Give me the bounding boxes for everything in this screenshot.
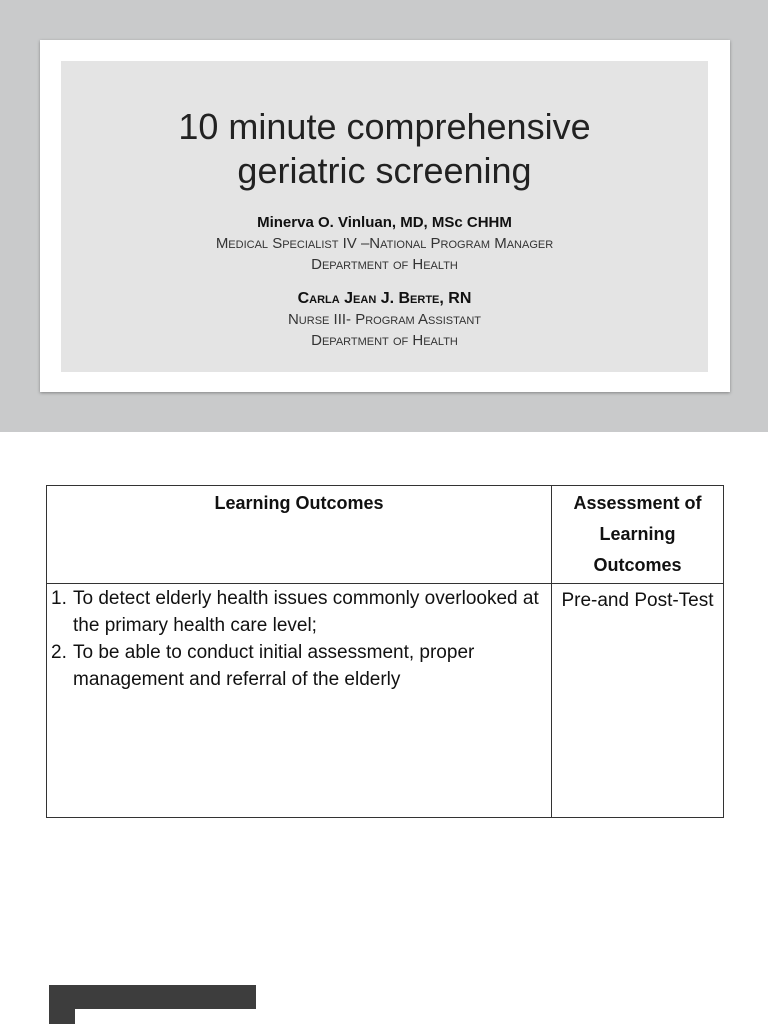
list-item-number: 2.	[51, 642, 67, 663]
corner-mark-vertical-bar	[49, 985, 75, 1024]
author-department: Department of Health	[311, 256, 458, 273]
list-item	[51, 585, 547, 639]
author-block-1	[61, 213, 708, 275]
author-position: Medical Specialist IV –National Program Manager	[215, 235, 554, 252]
title-slide	[40, 40, 730, 392]
table-header-row	[47, 486, 724, 584]
slide-title-line-2: geriatric screening	[237, 150, 532, 191]
slide-title	[61, 105, 708, 193]
list-item-number: 1.	[51, 588, 67, 609]
author-department: Department of Health	[311, 332, 458, 349]
header-learning-outcomes: Learning Outcomes	[47, 486, 552, 584]
author-block-2	[61, 289, 708, 351]
list-item-text: To detect elderly health issues commonly overlooked at the primary health care level;	[73, 588, 539, 636]
list-item-text: To be able to conduct initial assessment, proper management and referral of the elderly	[73, 642, 475, 690]
table-row	[47, 584, 724, 818]
corner-mark-horizontal-bar	[49, 985, 256, 1009]
header-assessment: Assessment of Learning Outcomes	[552, 486, 724, 584]
outcomes-list	[51, 585, 547, 693]
assessment-cell: Pre-and Post-Test	[552, 584, 724, 818]
next-slide-corner-mark	[49, 985, 256, 1024]
list-item	[51, 639, 547, 693]
author-position: Nurse III- Program Assistant	[287, 311, 482, 328]
author-name: Carla Jean J. Berte, RN	[297, 290, 472, 307]
slide-title-line-1: 10 minute comprehensive	[178, 106, 591, 147]
title-slide-panel	[61, 61, 708, 372]
author-name: Minerva O. Vinluan, MD, MSc CHHM	[257, 214, 512, 231]
outcomes-cell	[47, 584, 552, 818]
learning-outcomes-table	[46, 485, 724, 818]
